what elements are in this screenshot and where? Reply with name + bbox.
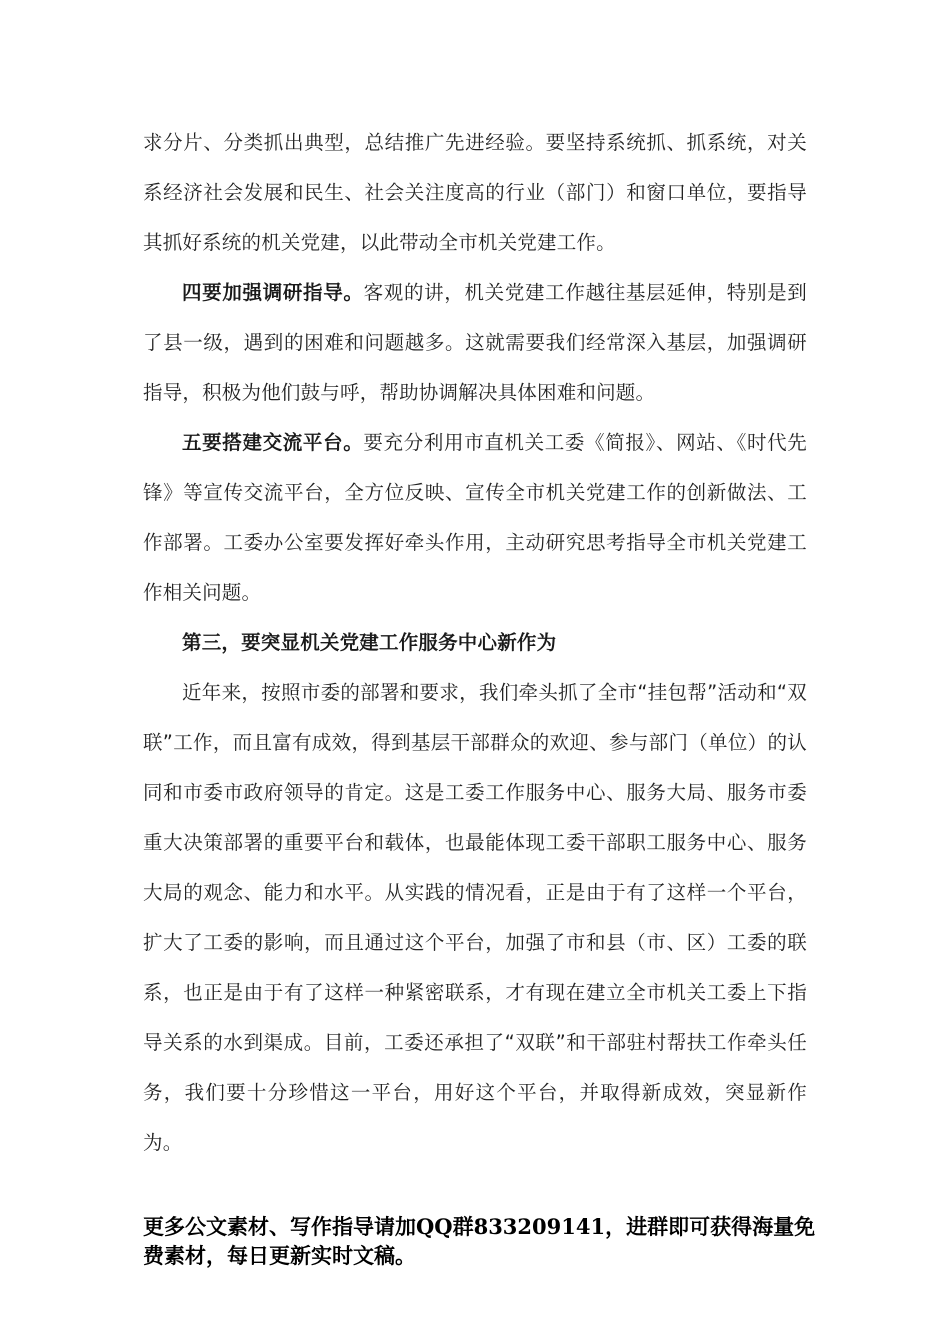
paragraph-exchange-platform [143,418,807,618]
paragraph-continuation [143,118,807,268]
paragraph-lead: 四要加强调研指导。 [182,281,364,304]
paragraph-text: 客观的讲，机关党建工作越往基层延伸，特别是到了县一级，遇到的困难和问题越多。这就需要我们经常深入基层，加强调研指导，积极为他们鼓与呼，帮助协调解决具体困难和问题。 [143,281,807,404]
paragraph-research-guidance [143,268,807,418]
paragraph-text: 求分片、分类抓出典型，总结推广先进经验。要坚持系统抓、抓系统，对关系经济社会发展和民生、社会关注度高的行业（部门）和窗口单位，要指导其抓好系统的机关党建，以此带动全市机关党建工作。 [143,131,807,254]
paragraph-text: 近年来，按照市委的部署和要求，我们牵头抓了全市“挂包帮”活动和“双联”工作，而且富有成效，得到基层干部群众的欢迎、参与部门（单位）的认同和市委市政府领导的肯定。这是工委工作服务中心、服务大局、服务市委重大决策部署的重要平台和载体，也最能体现工委干部职工服务中心、服务大局的观念、能力和水平。从实践的情况看，正是由于有了这样一个平台，扩大了工委的影响，而且通过这个平台，加强了市和县（市、区）工委的联系，也正是由于有了这样一种紧密联系，才有现在建立全市机关工委上下指导关系的水到渠成。目前，工委还承担了“双联”和干部驻村帮扶工作牵头任务，我们要十分珍惜这一平台，用好这个平台，并取得新成效，突显新作为。 [143,681,807,1154]
footer-promo-note: 更多公文素材、写作指导请加QQ群833209141，进群即可获得海量免费素材，每日更新实时文稿。 [143,1214,816,1268]
section-heading: 第三，要突显机关党建工作服务中心新作为 [182,631,557,654]
paragraph-lead: 五要搭建交流平台。 [182,431,364,454]
document-body [143,118,807,1168]
paragraph-section-body [143,668,807,1168]
paragraph-text: 要充分利用市直机关工委《简报》、网站、《时代先锋》等宣传交流平台，全方位反映、宣传全市机关党建工作的创新做法、工作部署。工委办公室要发挥好牵头作用，主动研究思考指导全市机关党建工作相关问题。 [143,431,807,604]
